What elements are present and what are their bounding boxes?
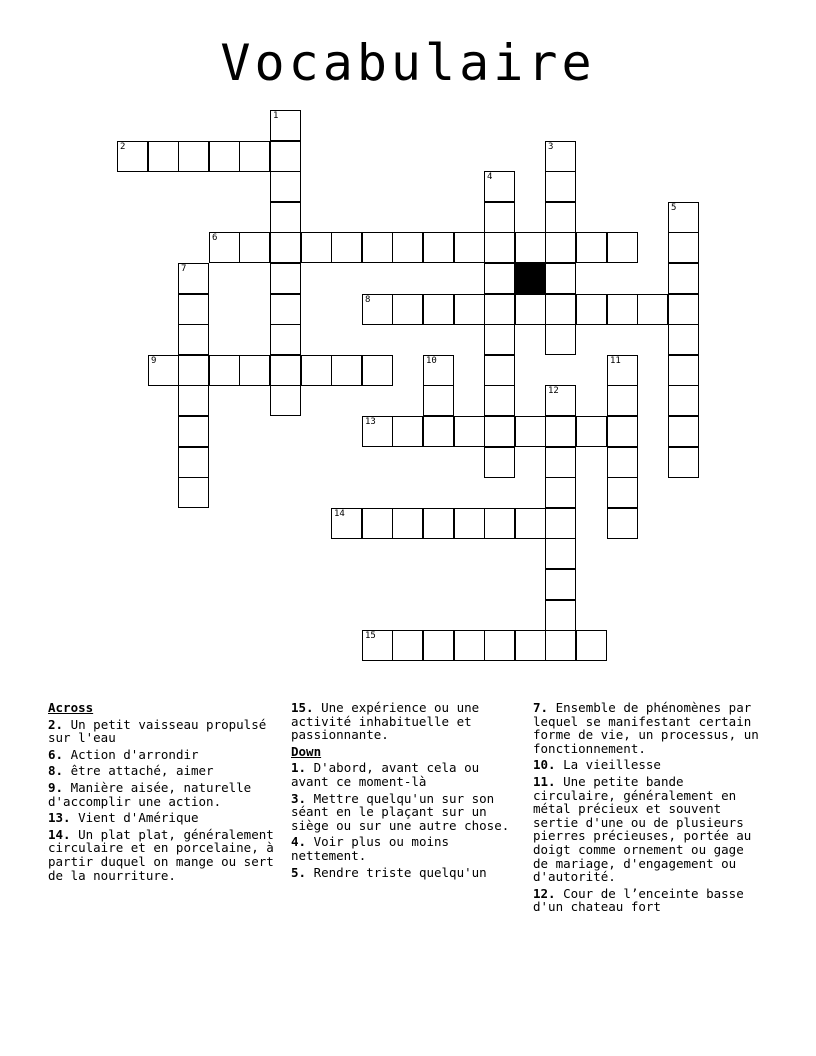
grid-cell[interactable] xyxy=(239,141,270,172)
grid-cell[interactable] xyxy=(637,294,668,325)
grid-cell[interactable] xyxy=(545,630,576,661)
grid-cell[interactable] xyxy=(607,447,638,478)
clue-down-10: 10. La vieillesse xyxy=(533,757,661,773)
grid-cell[interactable] xyxy=(545,232,576,263)
grid-cell[interactable] xyxy=(178,324,209,355)
grid-cell[interactable] xyxy=(392,294,423,325)
blocked-cell xyxy=(515,263,546,294)
grid-cell[interactable] xyxy=(178,477,209,508)
grid-cell[interactable] xyxy=(545,569,576,600)
grid-cell[interactable] xyxy=(668,416,699,447)
grid-cell[interactable] xyxy=(668,232,699,263)
across-heading: Across xyxy=(48,700,94,715)
grid-cell[interactable] xyxy=(484,416,515,447)
cell-number: 15 xyxy=(365,631,376,641)
grid-cell[interactable] xyxy=(270,171,301,202)
grid-cell[interactable] xyxy=(301,355,332,386)
cell-number: 2 xyxy=(120,142,126,152)
grid-cell[interactable] xyxy=(515,416,546,447)
grid-cell[interactable] xyxy=(545,416,576,447)
clue-down-4: 4. Voir plus ou moins nettement. xyxy=(291,834,450,863)
grid-cell[interactable] xyxy=(484,232,515,263)
cell-number: 11 xyxy=(610,356,621,366)
grid-cell[interactable] xyxy=(454,416,485,447)
cell-number: 4 xyxy=(487,172,493,182)
grid-cell[interactable] xyxy=(178,294,209,325)
grid-cell[interactable] xyxy=(239,355,270,386)
grid-cell[interactable] xyxy=(423,508,454,539)
grid-cell[interactable] xyxy=(178,355,209,386)
grid-cell[interactable] xyxy=(607,355,638,386)
grid-cell[interactable] xyxy=(454,630,485,661)
grid-cell[interactable] xyxy=(362,355,393,386)
cell-number: 1 xyxy=(273,111,279,121)
grid-cell[interactable] xyxy=(607,385,638,416)
clue-down-1: 1. D'abord, avant cela ou avant ce moment-là xyxy=(291,760,480,789)
cell-number: 12 xyxy=(548,386,559,396)
grid-cell[interactable] xyxy=(515,232,546,263)
clue-across-14: 14. Un plat plat, généralement circulaire et en porcelaine, à partir duquel on mange ou sert de la nourriture. xyxy=(48,826,274,883)
grid-cell[interactable] xyxy=(423,355,454,386)
grid-cell[interactable] xyxy=(545,600,576,631)
grid-cell[interactable] xyxy=(484,202,515,233)
grid-cell[interactable] xyxy=(515,630,546,661)
grid-cell[interactable] xyxy=(331,508,362,539)
grid-cell[interactable] xyxy=(423,385,454,416)
grid-cell[interactable] xyxy=(515,294,546,325)
grid-cell[interactable] xyxy=(576,630,607,661)
grid-cell[interactable] xyxy=(301,232,332,263)
grid-cell[interactable] xyxy=(362,232,393,263)
cell-number: 7 xyxy=(181,264,187,274)
grid-cell[interactable] xyxy=(392,630,423,661)
grid-cell[interactable] xyxy=(668,385,699,416)
cell-number: 10 xyxy=(426,356,437,366)
cell-number: 3 xyxy=(548,142,554,152)
grid-cell[interactable] xyxy=(484,630,515,661)
grid-cell[interactable] xyxy=(178,416,209,447)
grid-cell[interactable] xyxy=(668,263,699,294)
grid-cell[interactable] xyxy=(117,141,148,172)
grid-cell[interactable] xyxy=(515,508,546,539)
grid-cell[interactable] xyxy=(484,385,515,416)
clue-across-9: 9. Manière aisée, naturelle d'accomplir une action. xyxy=(48,779,252,809)
grid-cell[interactable] xyxy=(668,355,699,386)
grid-cell[interactable] xyxy=(484,171,515,202)
grid-cell[interactable] xyxy=(576,416,607,447)
grid-cell[interactable] xyxy=(423,232,454,263)
grid-cell[interactable] xyxy=(668,202,699,233)
grid-cell[interactable] xyxy=(392,508,423,539)
grid-cell[interactable] xyxy=(545,171,576,202)
grid-cell[interactable] xyxy=(209,355,240,386)
clues-column-3 xyxy=(533,701,761,917)
cell-number: 6 xyxy=(212,233,218,243)
grid-cell[interactable] xyxy=(668,324,699,355)
grid-cell[interactable] xyxy=(178,263,209,294)
grid-cell[interactable] xyxy=(270,232,301,263)
grid-cell[interactable] xyxy=(362,294,393,325)
grid-cell[interactable] xyxy=(270,355,301,386)
grid-cell[interactable] xyxy=(178,385,209,416)
grid-cell[interactable] xyxy=(270,263,301,294)
grid-cell[interactable] xyxy=(545,324,576,355)
grid-cell[interactable] xyxy=(270,294,301,325)
grid-cell[interactable] xyxy=(331,355,362,386)
grid-cell[interactable] xyxy=(607,508,638,539)
grid-cell[interactable] xyxy=(484,508,515,539)
clue-down-7: 7. Ensemble de phénomènes par lequel se manifestant certain forme de vie, un processus, un fonctionnement. xyxy=(533,700,759,756)
grid-cell[interactable] xyxy=(545,477,576,508)
cell-number: 13 xyxy=(365,417,376,427)
grid-cell[interactable] xyxy=(270,202,301,233)
grid-cell[interactable] xyxy=(545,141,576,172)
grid-cell[interactable] xyxy=(362,508,393,539)
grid-cell[interactable] xyxy=(484,324,515,355)
grid-cell[interactable] xyxy=(545,508,576,539)
grid-cell[interactable] xyxy=(607,232,638,263)
clue-across-6: 6. Action d'arrondir xyxy=(48,746,199,762)
grid-cell[interactable] xyxy=(454,508,485,539)
grid-cell[interactable] xyxy=(148,355,179,386)
grid-cell[interactable] xyxy=(607,477,638,508)
grid-cell[interactable] xyxy=(270,110,301,141)
grid-cell[interactable] xyxy=(423,294,454,325)
grid-cell[interactable] xyxy=(484,294,515,325)
cell-number: 8 xyxy=(365,295,371,305)
clues-column-2 xyxy=(291,701,519,882)
grid-cell[interactable] xyxy=(270,385,301,416)
clue-across-8: 8. être attaché, aimer xyxy=(48,763,214,779)
grid-cell[interactable] xyxy=(576,232,607,263)
grid-cell[interactable] xyxy=(545,538,576,569)
grid-cell[interactable] xyxy=(545,202,576,233)
grid-cell[interactable] xyxy=(392,232,423,263)
clue-down-11: 11. Une petite bande circulaire, généralement en métal précieux et souvent sertie d'une ou de plusieurs pierres précieuses, portée au doigt comme ornement ou gage de mariage, d'engagement ou d'autorité. xyxy=(533,773,752,885)
grid-cell[interactable] xyxy=(545,385,576,416)
grid-cell[interactable] xyxy=(484,447,515,478)
clue-down-12: 12. Cour de l’enceinte basse d'un chateau fort xyxy=(533,885,744,915)
clue-across-2: 2. Un petit vaisseau propulsé sur l'eau xyxy=(48,716,267,746)
grid-cell[interactable] xyxy=(392,416,423,447)
clue-across-15: 15. Une expérience ou une activité inhabituelle et passionnante. xyxy=(291,700,480,743)
grid-cell[interactable] xyxy=(423,416,454,447)
grid-cell[interactable] xyxy=(178,447,209,478)
grid-cell[interactable] xyxy=(362,416,393,447)
grid-cell[interactable] xyxy=(423,630,454,661)
cell-number: 5 xyxy=(671,203,677,213)
grid-cell[interactable] xyxy=(607,416,638,447)
grid-cell[interactable] xyxy=(148,141,179,172)
clue-down-3: 3. Mettre quelqu'un sur son séant en le plaçant sur un siège ou sur une autre chose. xyxy=(291,790,510,833)
grid-cell[interactable] xyxy=(362,630,393,661)
cell-number: 9 xyxy=(151,356,157,366)
grid-cell[interactable] xyxy=(668,447,699,478)
grid-cell[interactable] xyxy=(454,294,485,325)
clue-across-13: 13. Vient d'Amérique xyxy=(48,810,199,826)
grid-cell[interactable] xyxy=(576,294,607,325)
cell-number: 14 xyxy=(334,509,345,519)
grid-cell[interactable] xyxy=(607,294,638,325)
grid-cell[interactable] xyxy=(484,355,515,386)
grid-cell[interactable] xyxy=(484,263,515,294)
grid-cell[interactable] xyxy=(454,232,485,263)
grid-cell[interactable] xyxy=(270,324,301,355)
grid-cell[interactable] xyxy=(545,447,576,478)
grid-cell[interactable] xyxy=(209,232,240,263)
grid-cell[interactable] xyxy=(178,141,209,172)
grid-cell[interactable] xyxy=(239,232,270,263)
grid-cell[interactable] xyxy=(270,141,301,172)
grid-cell[interactable] xyxy=(668,294,699,325)
puzzle-title: Vocabulaire xyxy=(220,34,596,92)
clue-down-5: 5. Rendre triste quelqu'un xyxy=(291,864,487,880)
down-heading: Down xyxy=(291,743,322,759)
grid-cell[interactable] xyxy=(545,294,576,325)
grid-cell[interactable] xyxy=(545,263,576,294)
clues-column-1 xyxy=(48,701,276,885)
grid-cell[interactable] xyxy=(331,232,362,263)
grid-cell[interactable] xyxy=(209,141,240,172)
